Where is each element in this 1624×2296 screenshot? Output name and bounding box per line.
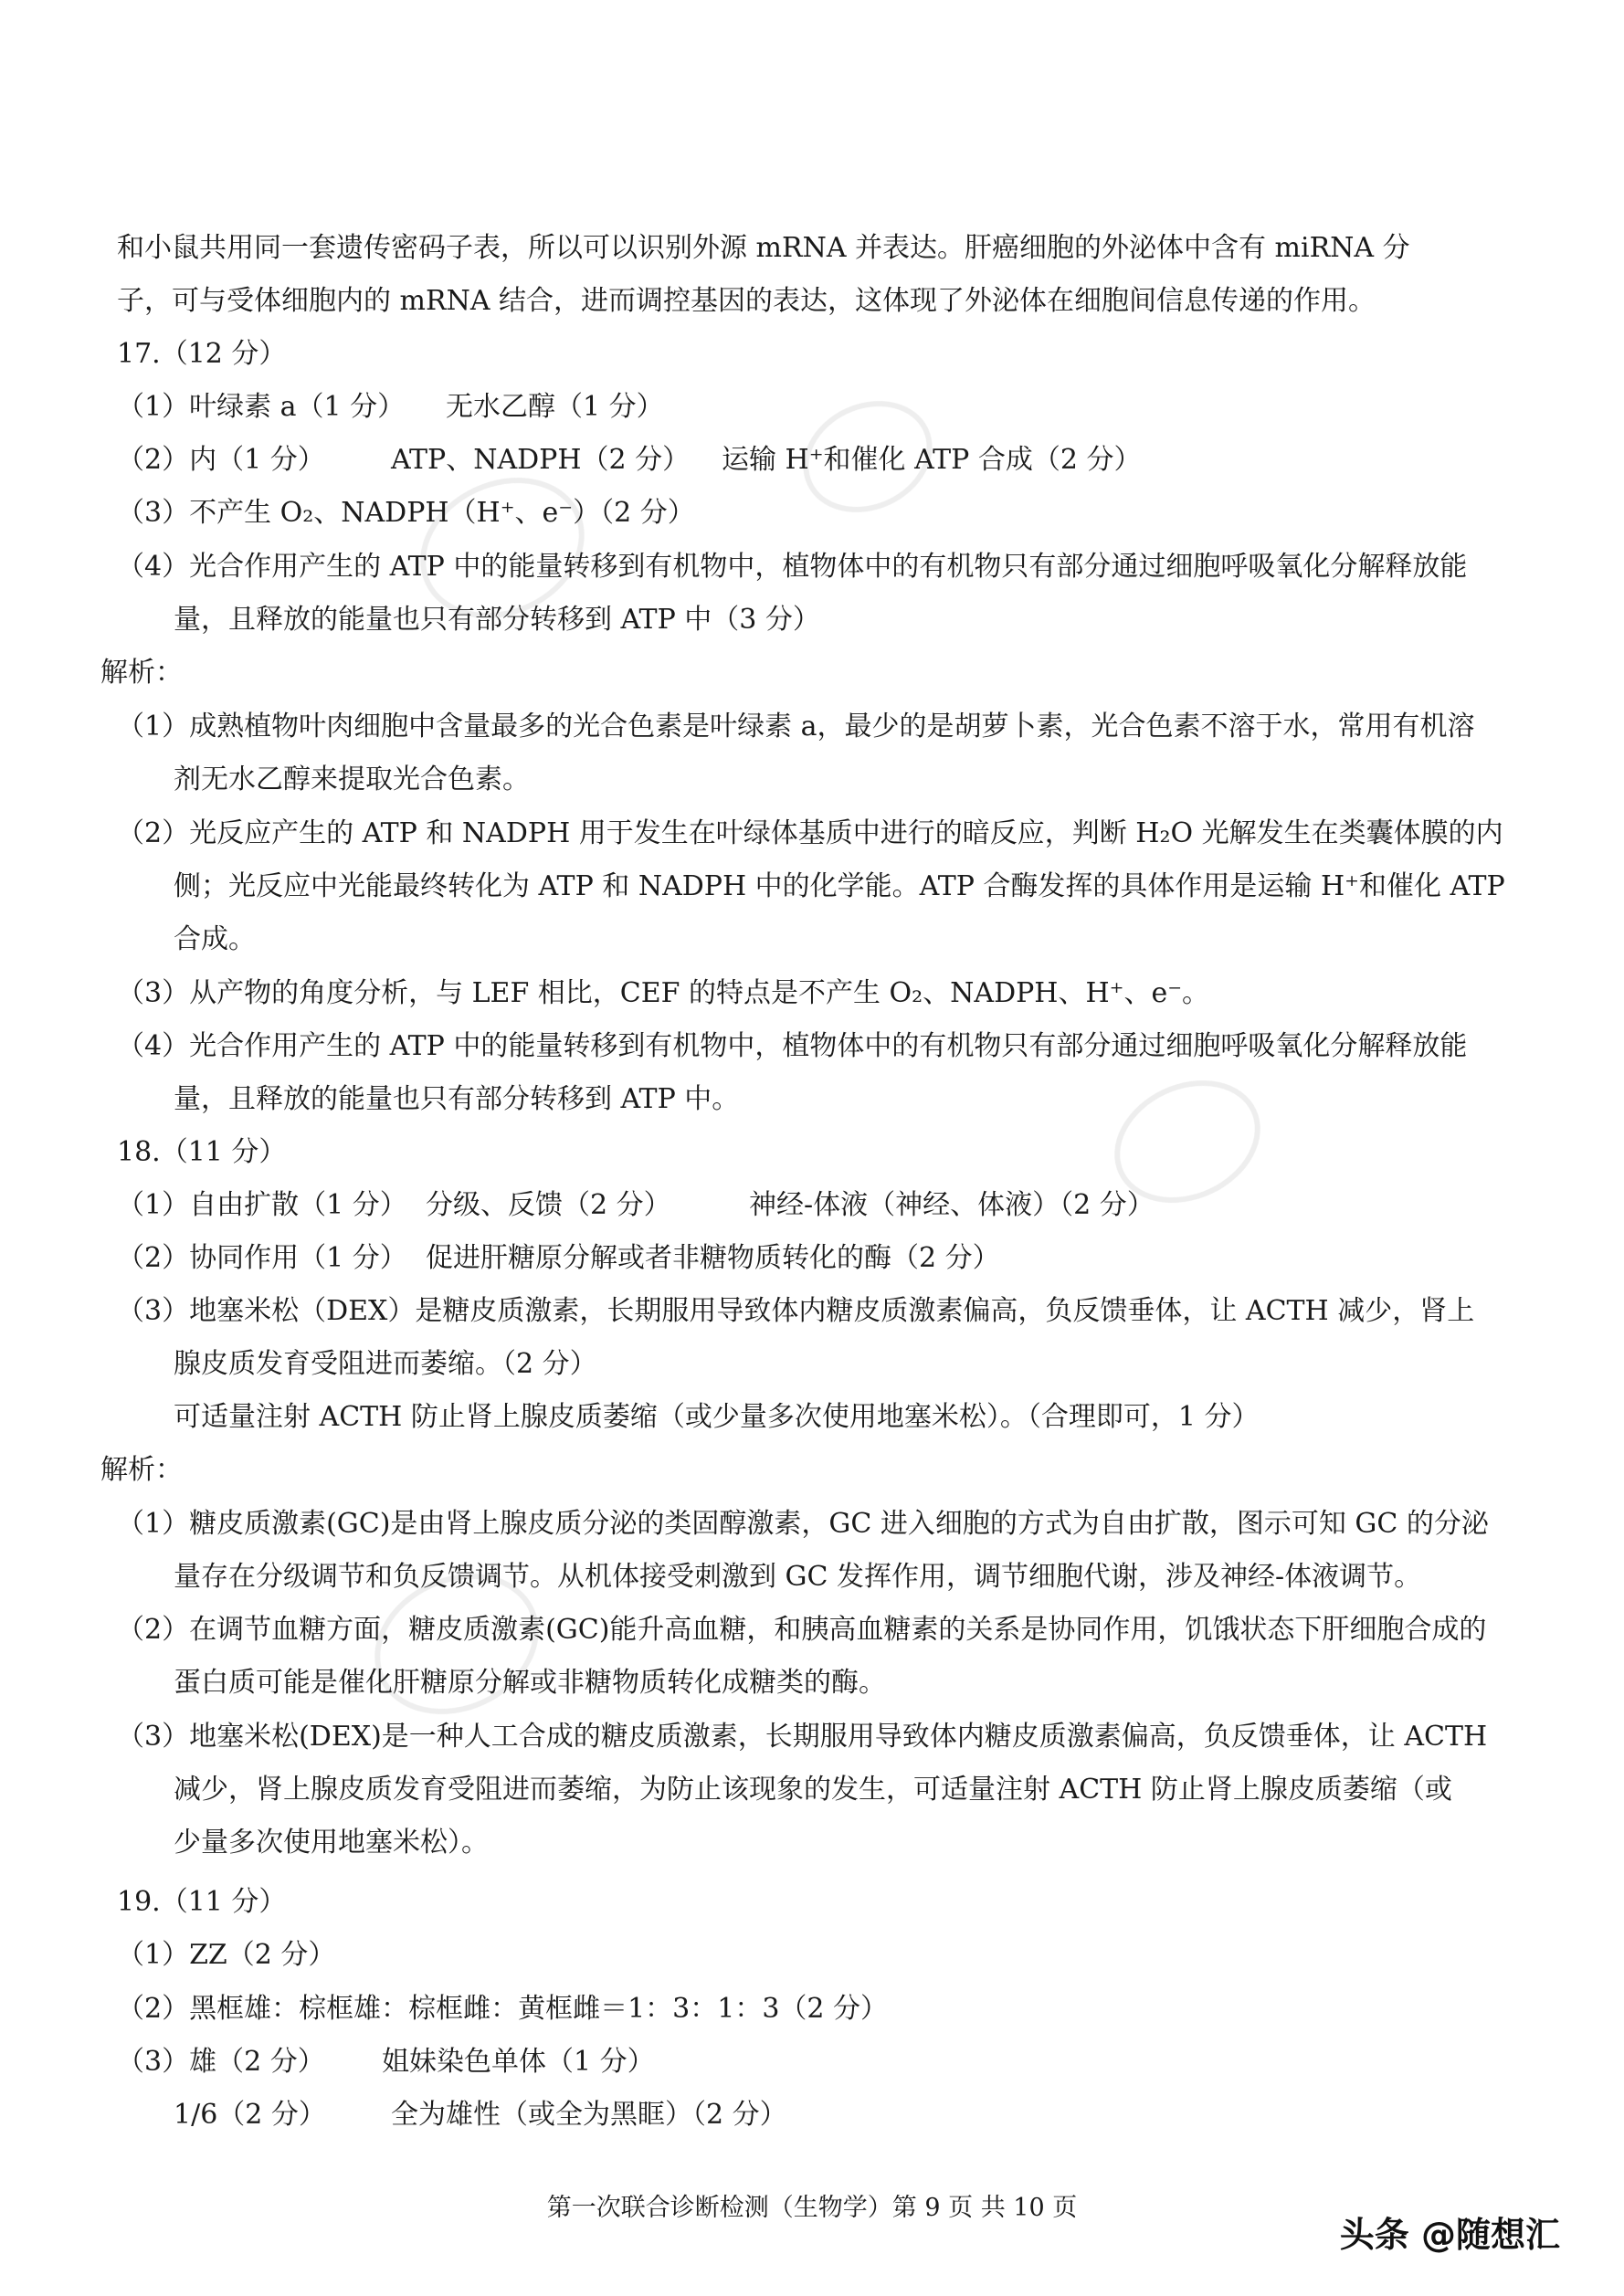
q17-a2-part2: ATP、NADPH（2 分） (391, 444, 691, 476)
q18-explain-2-line-2: 蛋白质可能是催化肝糖原分解或非糖物质转化成糖类的酶。 (174, 1667, 886, 1699)
q17-explain-1-line-1: （1）成熟植物叶肉细胞中含量最多的光合色素是叶绿素 a，最少的是胡萝卜素，光合色素不溶于水，常用有机溶 (117, 711, 1475, 743)
intro-line-2: 子，可与受体细胞内的 mRNA 结合，进而调控基因的表达，这体现了外泌体在细胞间信息传递的作用。 (117, 285, 1376, 317)
q17-explain-1-line-2: 剂无水乙醇来提取光合色素。 (174, 764, 530, 795)
q18-explain-1-line-1: （1）糖皮质激素(GC)是由肾上腺皮质分泌的类固醇激素，GC 进入细胞的方式为自由扩散，图示可知 GC 的分泌 (117, 1508, 1489, 1540)
q18-explain-1-line-2: 量存在分级调节和负反馈调节。从机体接受刺激到 GC 发挥作用，调节细胞代谢，涉及神经-体液调节。 (174, 1561, 1422, 1593)
q19-answer-3-line-1 (117, 2044, 655, 2080)
q17-explain-3: （3）从产物的角度分析，与 LEF 相比，CEF 的特点是不产生 O₂、NADPH、H⁺、e⁻。 (117, 977, 1210, 1009)
q17-explain-4-line-2: 量，且释放的能量也只有部分转移到 ATP 中。 (174, 1083, 740, 1115)
q18-a1-part3: 神经-体液（神经、体液）（2 分） (749, 1189, 1155, 1221)
q18-answer-3-line-1: （3）地塞米松（DEX）是糖皮质激素，长期服用导致体内糖皮质激素偏高，负反馈垂体，让 ACTH 减少，肾上 (117, 1295, 1475, 1327)
q19-answer-1: （1）ZZ（2 分） (117, 1939, 336, 1971)
q17-explain-2-line-3: 合成。 (174, 923, 256, 955)
q18-explain-2-line-1: （2）在调节血糖方面，糖皮质激素(GC)能升高血糖，和胰高血糖素的关系是协同作用，饥饿状态下肝细胞合成的 (117, 1614, 1487, 1646)
q18-a1-part2: 分级、反馈（2 分） (426, 1189, 671, 1221)
q17-a1-part2: 无水乙醇（1 分） (446, 391, 664, 423)
q19-a3-part2: 姐妹染色单体（1 分） (382, 2046, 655, 2078)
q18-explain-3-line-1: （3）地塞米松(DEX)是一种人工合成的糖皮质激素，长期服用导致体内糖皮质激素偏高，负反馈垂体，让 ACTH (117, 1721, 1488, 1753)
watermark-text: 头条 @随想汇 (1339, 2215, 1560, 2255)
q17-explain-2-line-2: 侧；光反应中光能最终转化为 ATP 和 NADPH 中的化学能。ATP 合酶发挥的具体作用是运输 H⁺和催化 ATP (174, 870, 1505, 902)
q17-explain-2-line-1: （2）光反应产生的 ATP 和 NADPH 用于发生在叶绿体基质中进行的暗反应，判断 H₂O 光解发生在类囊体膜的内 (117, 817, 1503, 849)
q18-answer-1 (117, 1187, 1155, 1224)
q18-answer-2 (117, 1240, 1000, 1277)
q18-explain-3-line-3: 少量多次使用地塞米松）。 (174, 1827, 489, 1859)
q18-a2-part1: （2）协同作用（1 分） (117, 1242, 407, 1274)
q17-answer-3: （3）不产生 O₂、NADPH（H⁺、e⁻）（2 分） (117, 497, 695, 529)
q18-explain-3-line-2: 减少，肾上腺皮质发育受阻进而萎缩，为防止该现象的发生，可适量注射 ACTH 防止肾上腺皮质萎缩（或 (174, 1774, 1452, 1806)
q19-a3-part1: （3）雄（2 分） (117, 2046, 325, 2078)
intro-line-1: 和小鼠共用同一套遗传密码子表，所以可以识别外源 mRNA 并表达。肝癌细胞的外泌体中含有 miRNA 分 (117, 232, 1410, 264)
q17-analysis-label: 解析： (100, 657, 183, 689)
q18-a1-part1: （1）自由扩散（1 分） (117, 1189, 407, 1221)
q18-heading: 18.（11 分） (117, 1136, 287, 1168)
q17-answer-1 (117, 389, 664, 426)
page-footer: 第一次联合诊断检测（生物学）第 9 页 共 10 页 (546, 2194, 1078, 2222)
q19-answer-3-line-2 (174, 2097, 787, 2133)
q17-a1-part1: （1）叶绿素 a（1 分） (117, 391, 406, 423)
q19-a3-part3: 1/6（2 分） (174, 2099, 326, 2131)
q18-a2-part2: 促进肝糖原分解或者非糖物质转化的酶（2 分） (426, 1242, 1000, 1274)
q17-answer-4-line-1: （4）光合作用产生的 ATP 中的能量转移到有机物中，植物体中的有机物只有部分通过细胞呼吸氧化分解释放能 (117, 551, 1468, 583)
q17-answer-2 (117, 442, 1142, 479)
q18-analysis-label: 解析： (100, 1454, 183, 1486)
q18-answer-3-line-3: 可适量注射 ACTH 防止肾上腺皮质萎缩（或少量多次使用地塞米松）。（合理即可，1 分） (174, 1401, 1260, 1433)
q17-answer-4-line-2: 量，且释放的能量也只有部分转移到 ATP 中（3 分） (174, 604, 820, 636)
q17-explain-4-line-1: （4）光合作用产生的 ATP 中的能量转移到有机物中，植物体中的有机物只有部分通过细胞呼吸氧化分解释放能 (117, 1030, 1468, 1062)
q18-answer-3-line-2: 腺皮质发育受阻进而萎缩。（2 分） (174, 1348, 597, 1380)
q19-heading: 19.（11 分） (117, 1886, 287, 1918)
q19-answer-2: （2）黑框雄：棕框雄：棕框雌：黄框雌＝1：3：1：3（2 分） (117, 1993, 889, 2025)
q17-a2-part3: 运输 H⁺和催化 ATP 合成（2 分） (722, 444, 1142, 476)
q17-heading: 17.（12 分） (117, 338, 287, 370)
q17-a2-part1: （2）内（1 分） (117, 444, 325, 476)
q19-a3-part4: 全为雄性（或全为黑眶）（2 分） (391, 2099, 787, 2131)
